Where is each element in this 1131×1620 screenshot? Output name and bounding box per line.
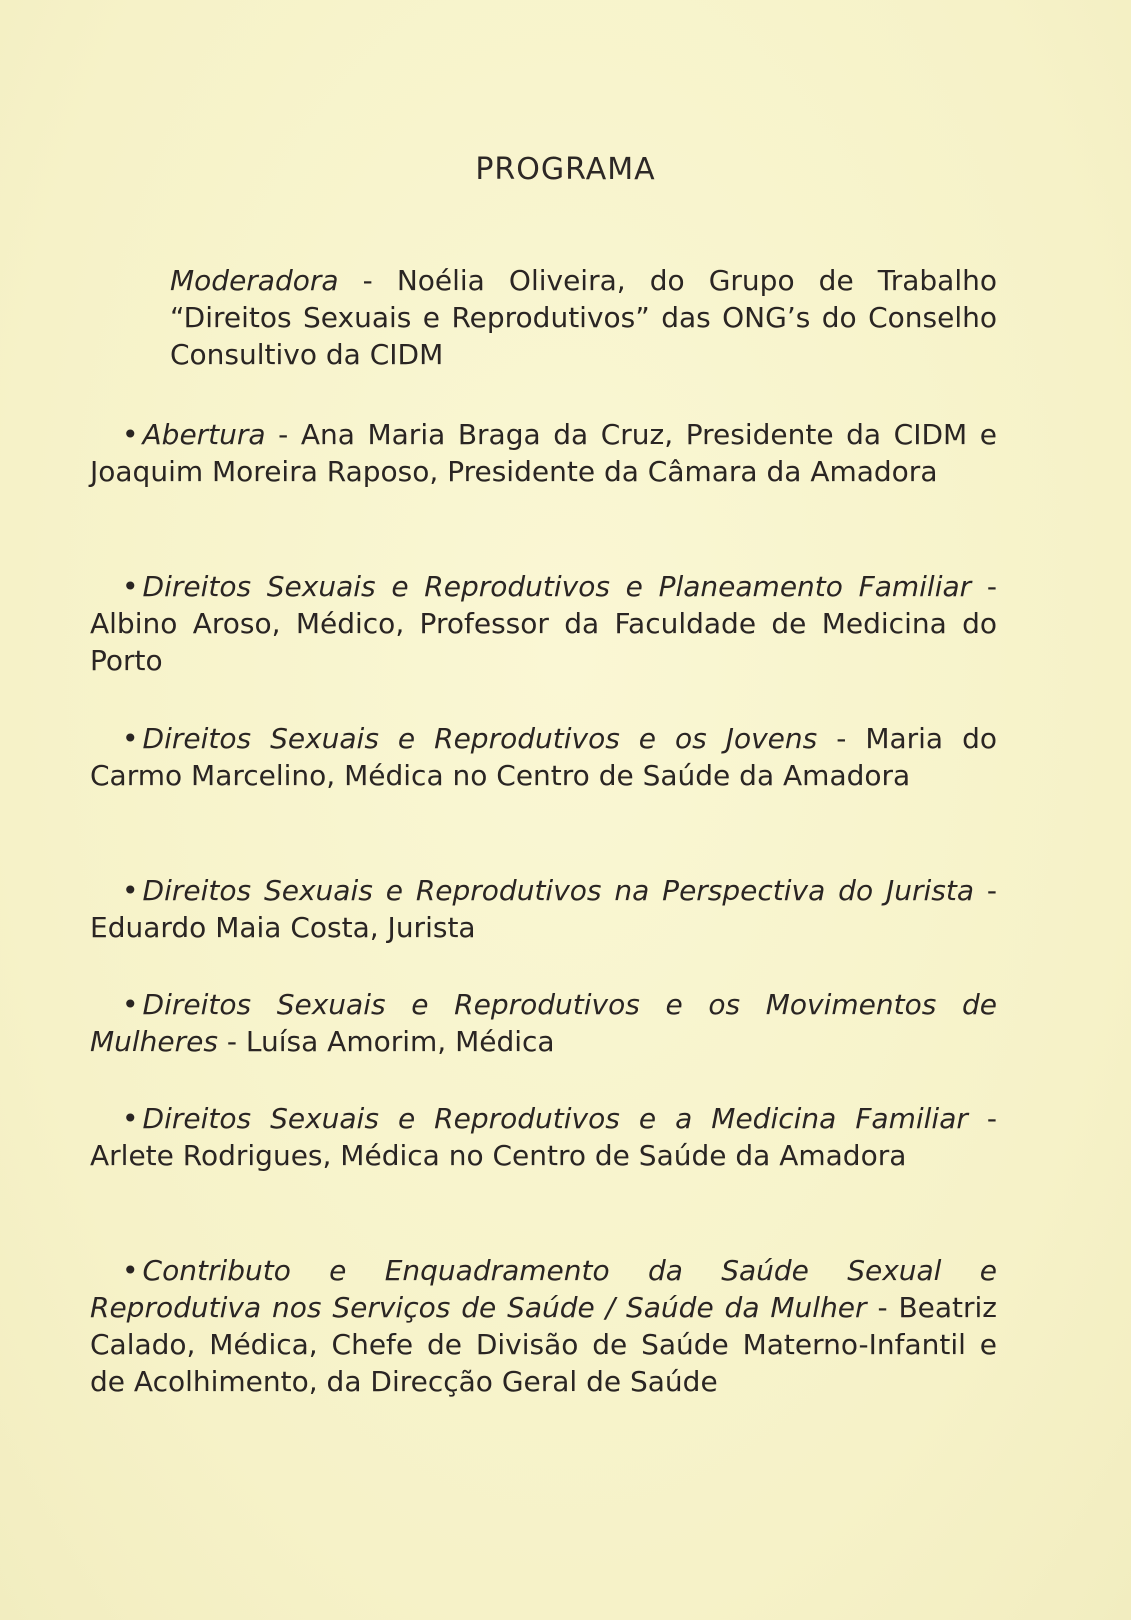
program-item-speaker: - Luísa Amorim, Médica [217,1025,555,1058]
program-item [90,568,997,679]
moderator-text: - Noélia Oliveira, do Grupo de Trabalho “Direitos Sexuais e Reprodutivos” das ONG’s do Conselho Consultivo da CIDM [170,264,997,371]
bullet-icon: • [122,988,139,1021]
bullet-icon: • [122,722,139,755]
bullet-icon: • [122,874,139,907]
program-item-speaker: - Eduardo Maia Costa, Jurista [90,874,997,944]
program-item-topic: Contributo e Enquadramento da Saúde Sexual e Reprodutiva nos Serviços de Saúde / Saúde da Mulher [90,1254,997,1324]
program-item [90,986,997,1060]
program-item-topic: Abertura [142,418,266,451]
bullet-icon: • [122,1102,139,1135]
bullet-icon: • [122,570,139,603]
program-item-topic: Direitos Sexuais e Reprodutivos e os Movimentos de Mulheres [90,988,997,1058]
program-item [90,720,997,794]
program-item-topic: Direitos Sexuais e Reprodutivos e a Medicina Familiar [142,1102,968,1135]
program-item-speaker: - Albino Aroso, Médico, Professor da Faculdade de Medicina do Porto [90,570,997,677]
program-item-speaker: - Ana Maria Braga da Cruz, Presidente da CIDM e Joaquim Moreira Raposo, Presidente da Câmara da Amadora [90,418,997,488]
program-item [90,1100,997,1174]
program-item-speaker: - Maria do Carmo Marcelino, Médica no Centro de Saúde da Amadora [90,722,997,792]
program-item-topic: Direitos Sexuais e Reprodutivos e Planeamento Familiar [142,570,972,603]
program-item-speaker: - Arlete Rodrigues, Médica no Centro de Saúde da Amadora [90,1102,997,1172]
program-item-topic: Direitos Sexuais e Reprodutivos e os Jovens [142,722,818,755]
program-item [90,416,997,490]
program-item [90,1252,997,1400]
program-item-speaker: - Beatriz Calado, Médica, Chefe de Divisão de Saúde Materno-Infantil e de Acolhimento, da Direcção Geral de Saúde [90,1291,998,1398]
page-title: PROGRAMA [475,152,656,187]
bullet-icon: • [122,1254,139,1287]
moderator-role: Moderadora [170,264,339,297]
moderator-paragraph [170,262,997,373]
bullet-icon: • [122,418,139,451]
program-item [90,872,997,946]
program-item-topic: Direitos Sexuais e Reprodutivos na Perspectiva do Jurista [142,874,974,907]
